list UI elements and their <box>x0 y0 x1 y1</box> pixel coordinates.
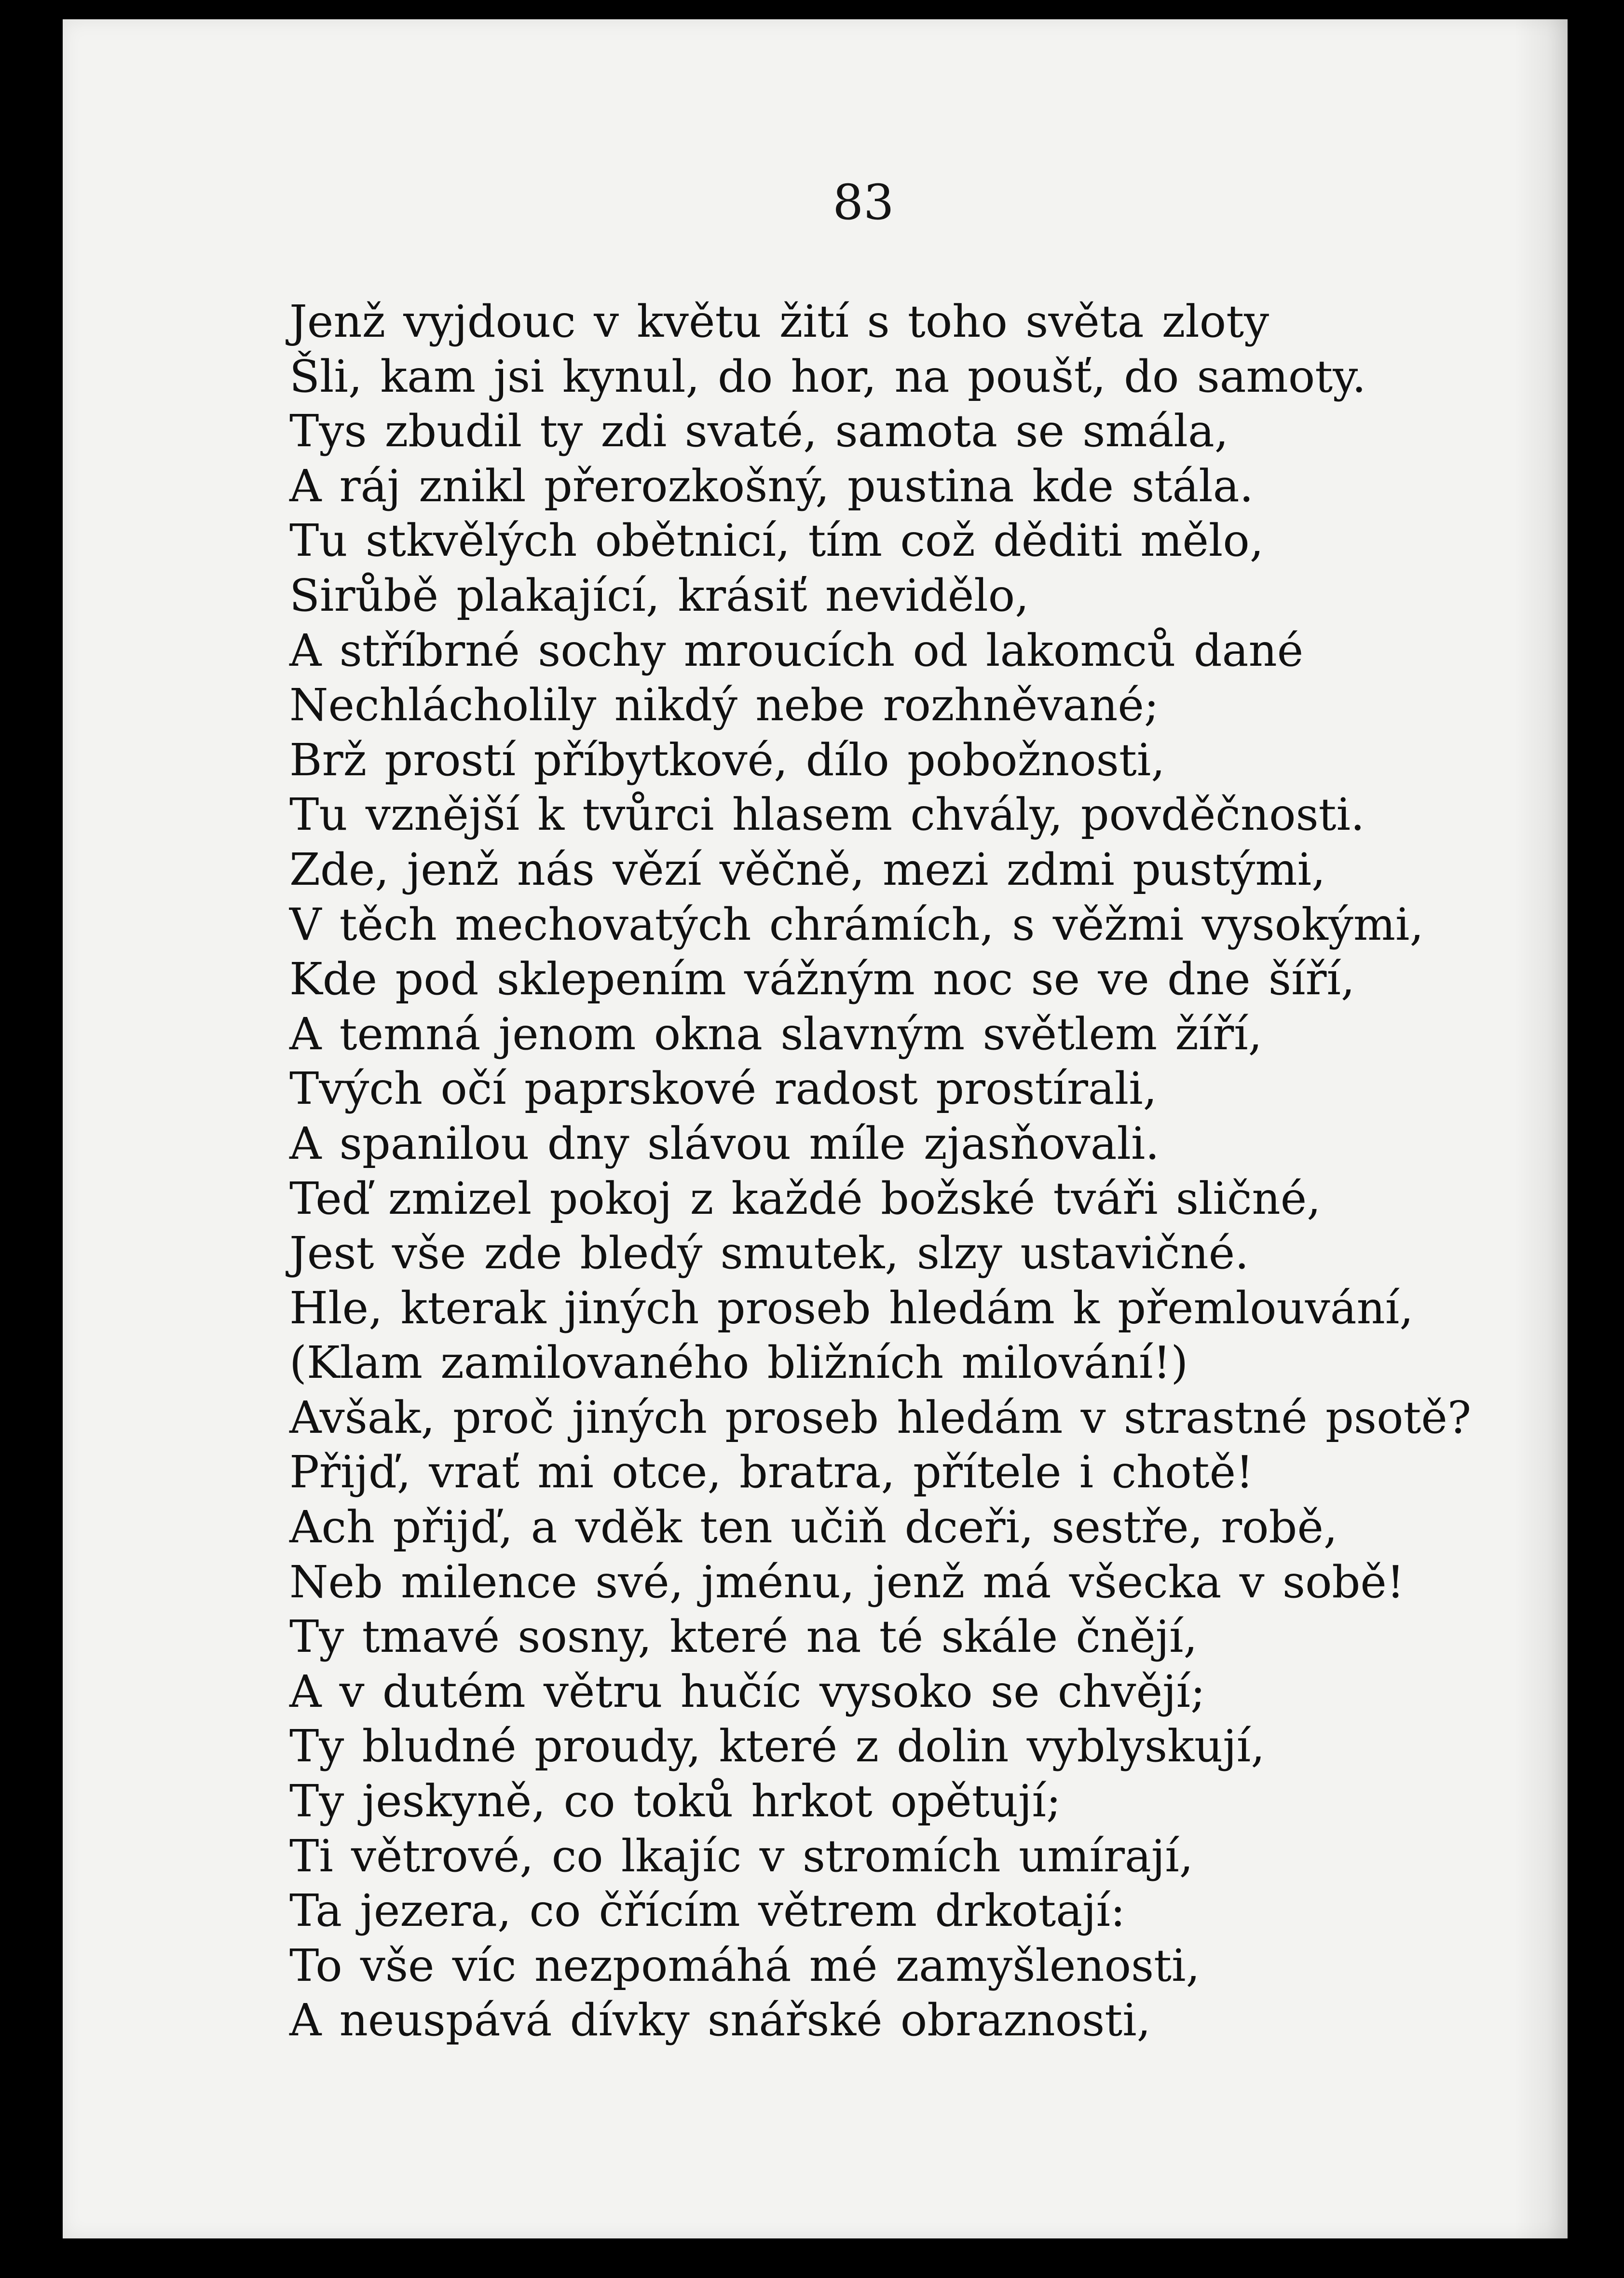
poem-line: Zde, jenž nás vězí věčně, mezi zdmi pustými, <box>289 843 1326 895</box>
poem-line: Šli, kam jsi kynul, do hor, na poušť, do samoty. <box>289 350 1366 402</box>
page-edge-shadow <box>1515 19 1568 2238</box>
poem-line: Ty jeskyně, co toků hrkot opětují; <box>289 1775 1061 1827</box>
poem-text <box>289 294 1495 2048</box>
poem-line: Kde pod sklepením vážným noc se ve dne šíří, <box>289 953 1355 1005</box>
poem-line: A ráj znikl přerozkošný, pustina kde stála. <box>289 460 1254 512</box>
poem-line: Nechlácholily nikdý nebe rozhněvané; <box>289 679 1159 731</box>
poem-line: Jenž vyjdouc v květu žití s toho světa zloty <box>289 296 1269 347</box>
poem-line: Neb milence své, jménu, jenž má všecka v sobě! <box>289 1556 1405 1608</box>
book-page <box>63 19 1568 2238</box>
poem-line: A spanilou dny slávou míle zjasňovali. <box>289 1117 1160 1169</box>
poem-line: A v dutém větru hučíc vysoko se chvějí; <box>289 1665 1206 1717</box>
poem-line: Brž prostí příbytkové, dílo pobožnosti, <box>289 734 1165 786</box>
poem-line: Ti větrové, co lkajíc v stromích umírají, <box>289 1830 1193 1882</box>
poem-line: Tys zbudil ty zdi svaté, samota se smála, <box>289 405 1229 457</box>
poem-line: Ta jezera, co čřícím větrem drkotají: <box>289 1885 1126 1937</box>
poem-line: V těch mechovatých chrámích, s věžmi vysokými, <box>289 898 1424 950</box>
page-number: 83 <box>832 174 894 231</box>
poem-line: A neuspává dívky snářské obraznosti, <box>289 1994 1151 2046</box>
poem-line: Tvých očí paprskové radost prostírali, <box>289 1063 1157 1115</box>
poem-line: Ach přijď, a vděk ten učiň dceři, sestře, robě, <box>289 1501 1338 1553</box>
poem-line: Avšak, proč jiných proseb hledám v strastné psotě? <box>289 1391 1472 1443</box>
poem-line: To vše víc nezpomáhá mé zamyšlenosti, <box>289 1939 1200 1991</box>
poem-line: Sirůbě plakající, krásiť nevidělo, <box>289 569 1029 621</box>
poem-line: Teď zmizel pokoj z každé božské tváři sličné, <box>289 1172 1321 1224</box>
poem-line: Ty bludné proudy, které z dolin vyblyskují, <box>289 1720 1265 1772</box>
poem-line: Přijď, vrať mi otce, bratra, přítele i chotě! <box>289 1446 1254 1498</box>
poem-line: A temná jenom okna slavným světlem žíří, <box>289 1008 1262 1060</box>
poem-line: A stříbrné sochy mroucích od lakomců dané <box>289 624 1304 676</box>
poem-line: Ty tmavé sosny, které na té skále čnějí, <box>289 1611 1198 1663</box>
poem-line: Hle, kterak jiných proseb hledám k přemlouvání, <box>289 1282 1414 1334</box>
poem-line: (Klam zamilovaného bližních milování!) <box>289 1337 1188 1389</box>
poem-line: Jest vše zde bledý smutek, slzy ustavičné. <box>289 1227 1249 1279</box>
poem-line: Tu vznější k tvůrci hlasem chvály, povděčnosti. <box>289 789 1365 841</box>
poem-line: Tu stkvělých obětnicí, tím což děditi mělo, <box>289 515 1264 567</box>
